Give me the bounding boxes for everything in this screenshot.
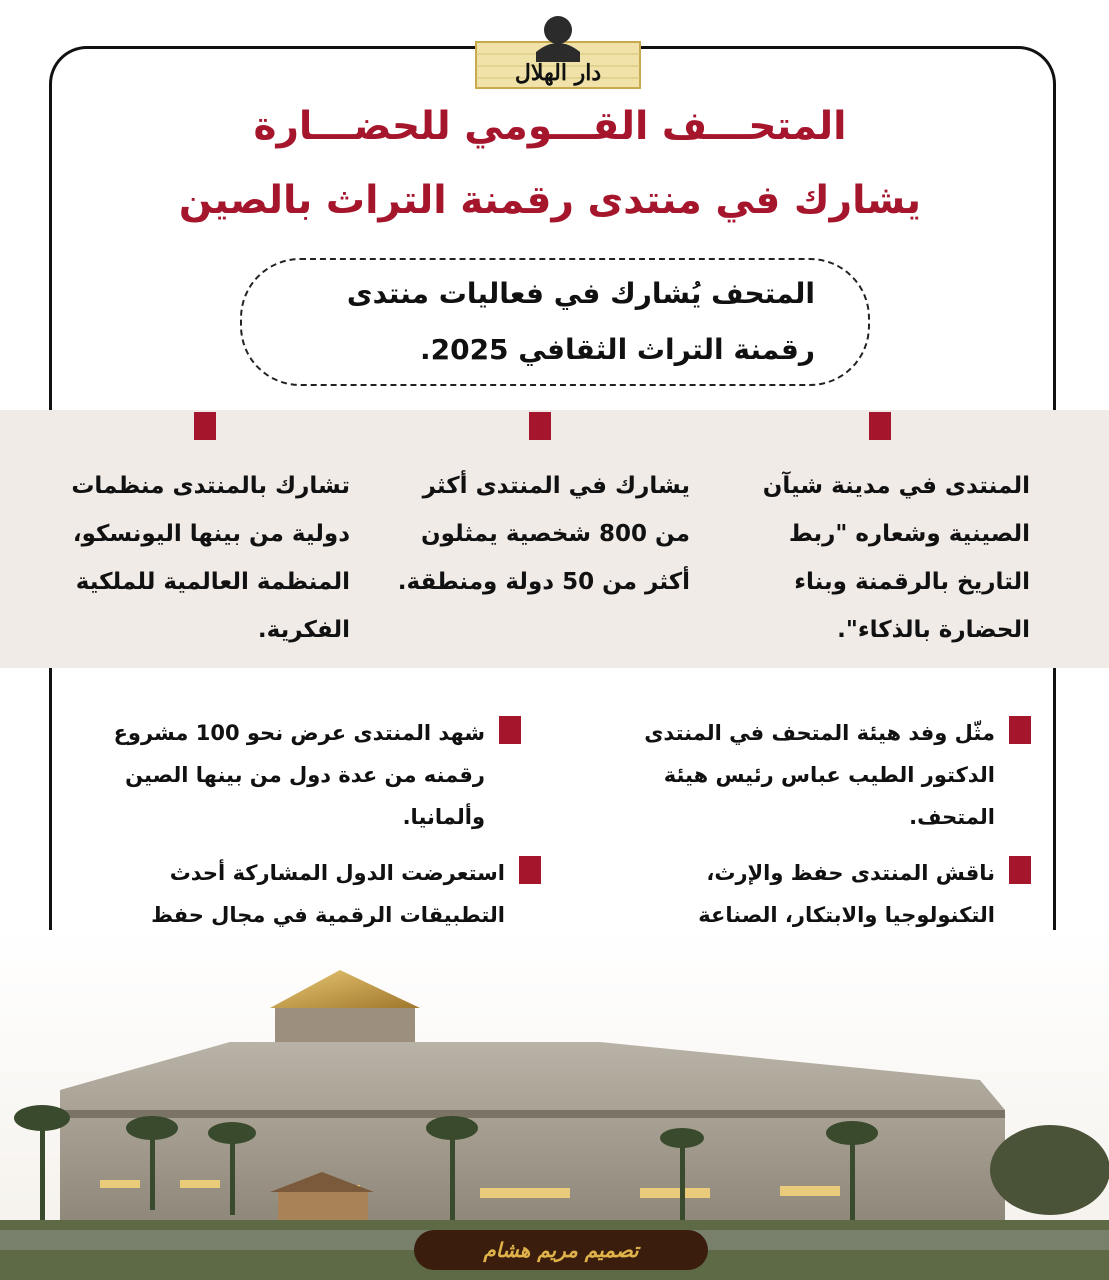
museum-photo	[0, 930, 1109, 1280]
lead-text: المتحف يُشارك في فعاليات منتدى رقمنة التراث الثقافي 2025.	[346, 277, 815, 366]
fact-column-1	[730, 412, 1030, 654]
bullet-text-4: استعرضت الدول المشاركة أحدث التطبيقات الرقمية في مجال حفظ	[151, 861, 505, 927]
bullet-text-2: شهد المنتدى عرض نحو 100 مشروع رقمنه من عدة دول من بينها الصين وألمانيا.	[113, 721, 485, 829]
bullet-item-2	[81, 712, 521, 838]
red-square-bullet	[1009, 856, 1031, 884]
fact-text-3: تشارك بالمنتدى منظمات دولية من بينها اليونسكو، المنظمة العالمية للملكية الفكرية.	[71, 473, 350, 643]
credit-text: تصميم مريم هشام	[483, 1238, 639, 1262]
red-square-bullet	[519, 856, 541, 884]
red-square-marker	[529, 412, 551, 440]
fact-column-3	[60, 412, 350, 654]
fact-text-1: المنتدى في مدينة شيآن الصينية وشعاره "ربط التاريخ بالرقمنة وبناء الحضارة بالذكاء".	[762, 473, 1030, 643]
designer-credit	[414, 1230, 708, 1270]
red-square-marker	[869, 412, 891, 440]
fact-column-2	[390, 412, 690, 606]
headline-line-2: يشارك في منتدى رقمنة التراث بالصين	[178, 178, 922, 223]
lead-box	[240, 258, 870, 386]
fact-text-2: يشارك في المنتدى أكثر من 800 شخصية يمثلون أكثر من 50 دولة ومنطقة.	[397, 473, 690, 595]
bullet-text-3: ناقش المنتدى حفظ والإرث، التكنولوجيا والابتكار، الصناعة	[698, 861, 995, 927]
red-square-bullet	[1009, 716, 1031, 744]
svg-text:دار الهلال: دار الهلال	[514, 60, 602, 86]
dar-al-hilal-logo	[470, 8, 646, 94]
red-square-bullet	[499, 716, 521, 744]
bullet-item-1	[601, 712, 1031, 838]
bullet-text-1: مثّل وفد هيئة المتحف في المنتدى الدكتور الطيب عباس رئيس هيئة المتحف.	[644, 721, 995, 829]
headline-line-1: المتحـــف القـــومي للحضـــارة	[253, 104, 847, 149]
red-square-marker	[194, 412, 216, 440]
